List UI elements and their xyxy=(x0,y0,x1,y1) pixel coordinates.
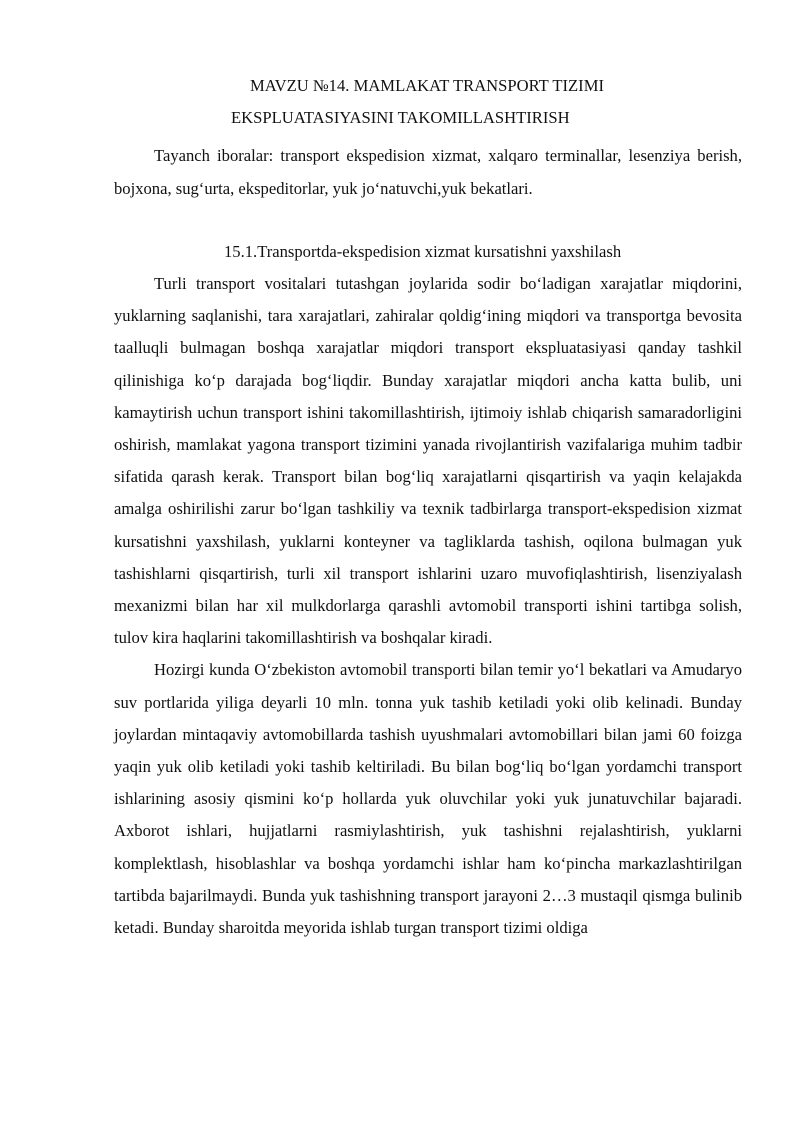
document-title xyxy=(114,70,742,134)
body-paragraph-1: Turli transport vositalari tutashgan joylarida sodir bo‘ladigan xarajatlar miqdorini, yuklarning saqlanishi, tara xarajatlari, zahiralar qoldig‘ining miqdori va transportga bevosita taalluqli bulmagan boshqa xarajatlar miqdori transport ekspluatasiyasi qanday tashkil qilinishiga ko‘p darajada bog‘liqdir. Bunday xarajatlar miqdori ancha katta bulib, uni kamaytirish uchun transport ishini takomillashtirish, ijtimoiy ishlab chiqarish samaradorligini oshirish, mamlakat yagona transport tizimini yanada rivojlantirish vazifalariga muhim tadbir sifatida qarash kerak. Transport bilan bog‘liq xarajatlarni qisqartirish va yaqin kelajakda amalga oshirilishi zarur bo‘lgan tashkiliy va texnik tadbirlarga transport-ekspedision xizmat kursatishni yaxshilash, yuklarni konteyner va tagliklarda tashish, oqilona bulmagan yuk tashishlarni qisqartirish, turli xil transport ishlarini uzaro muvofiqlashtirish, lisenziyalash mexanizmi bilan har xil mulkdorlarga qarashli avtomobil transporti ishini tartibga solish, tulov kira haqlarini takomillashtirish va boshqalar kiradi. xyxy=(114,274,742,648)
keywords-paragraph: Tayanch iboralar: transport ekspedision xizmat, xalqaro terminallar, lesenziya berish, bojxona, sug‘urta, ekspeditorlar, yuk jo‘natuvchi,yuk bekatlari. xyxy=(114,146,742,198)
body-paragraph-2: Hozirgi kunda O‘zbekiston avtomobil transporti bilan temir yo‘l bekatlari va Amudaryo suv portlarida yiliga deyarli 10 mln. tonna yuk tashib ketiladi yoki olib kelinadi. Bunday joylardan mintaqaviy avtomobillarda tashish uyushmalari avtomobillari bilan jami 60 foizga yaqin yuk olib ketiladi yoki tashib keltiriladi. Bu bilan bog‘liq bo‘lgan yordamchi transport ishlarining asosiy qismini ko‘p hollarda yuk oluvchilar yoki yuk junatuvchilar bajaradi. Axborot ishlari, hujjatlarni rasmiylashtirish, yuk tashishni rejalashtirish, yuklarni komplektlash, hisoblashlar va boshqa yordamchi ishlar ham ko‘pincha markazlashtirilgan tartibda bajarilmaydi. Bunda yuk tashishning transport jarayoni 2…3 mustaqil qismga bulinib ketadi. Bunday sharoitda meyorida ishlab turgan transport tizimi oldiga xyxy=(114,660,742,938)
section-heading: 15.1.Transportda-ekspedision xizmat kursatishni yaxshilash xyxy=(224,241,622,261)
title-line-2: EKSPLUATASIYASINI TAKOMILLASHTIRISH xyxy=(231,108,570,128)
document-page xyxy=(114,70,742,944)
title-line-1: MAVZU №14. MAMLAKAT TRANSPORT TIZIMI xyxy=(250,76,604,95)
